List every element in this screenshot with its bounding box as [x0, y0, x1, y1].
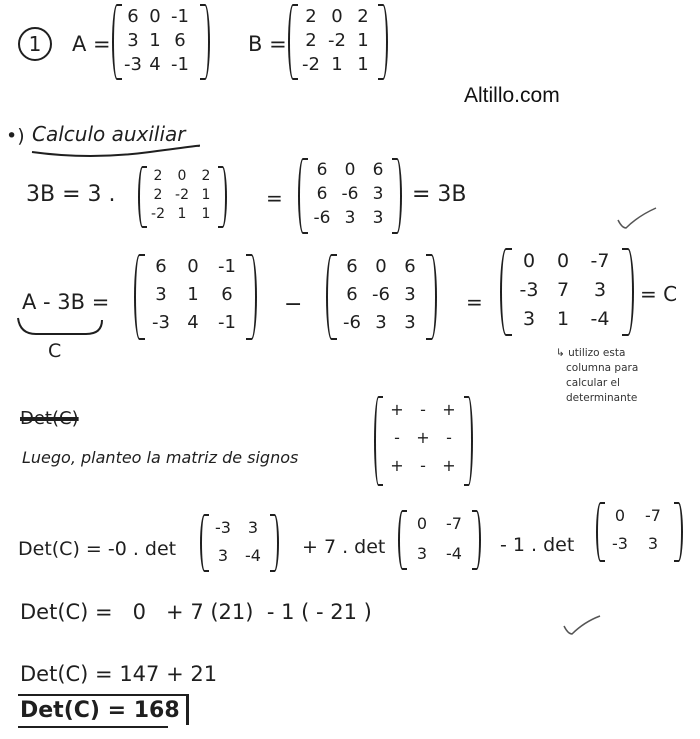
- matrix-cell: 6: [155, 256, 167, 277]
- matrix-cell: 6: [316, 184, 328, 204]
- section-underline: [30, 142, 200, 160]
- matrix-cell: 6: [346, 256, 358, 277]
- step2-brace: [16, 314, 106, 340]
- matrix-row: [298, 30, 376, 51]
- matrix-cell: 3: [404, 312, 416, 333]
- matrix-row: [512, 279, 620, 301]
- paren-right: [426, 254, 437, 340]
- matrix-cell: 4: [149, 54, 161, 75]
- paren-right: [472, 510, 481, 570]
- paren-left: [298, 158, 308, 234]
- step2-lhs: A - 3B =: [22, 290, 110, 314]
- matrix-row: [146, 312, 244, 333]
- matrix-cell: +: [442, 456, 456, 475]
- matrix-cell: 3: [593, 279, 607, 301]
- step2-result: [500, 248, 634, 336]
- matrix-cell: -4: [590, 308, 610, 330]
- matrix-cell: 6: [127, 6, 139, 27]
- matrix-cell: +: [416, 428, 430, 447]
- matrix-row: [406, 544, 470, 563]
- matrix-row: [208, 546, 268, 565]
- matrix-cell: -3: [612, 534, 628, 553]
- matrix-row: [298, 54, 376, 75]
- matrix-cell: 7: [556, 279, 570, 301]
- matrix-row: [146, 206, 218, 222]
- matrix-row: [338, 284, 424, 305]
- matrix-cell: 0: [556, 250, 570, 272]
- minor-matrix-2: [398, 510, 482, 570]
- matrix-cell: 2: [357, 6, 369, 27]
- matrix-cell: -1: [218, 256, 236, 277]
- step1-equals: =: [266, 186, 283, 210]
- note-line: columna para: [566, 362, 639, 374]
- struck-text-content: Det(C): [20, 408, 79, 429]
- matrix-cell: +: [390, 400, 404, 419]
- matrix-cell: 1: [357, 54, 369, 75]
- matrix-cell: +: [442, 400, 456, 419]
- matrix-row: [146, 256, 244, 277]
- matrix-a-label: A =: [72, 32, 111, 56]
- section-bullet: •): [6, 125, 25, 147]
- matrix-row: [122, 30, 194, 51]
- matrix-row: [384, 428, 462, 447]
- step1-matrix-b: [138, 166, 228, 228]
- paren-right: [200, 4, 210, 80]
- matrix-cell: 4: [187, 312, 199, 333]
- matrix-cell: 1: [201, 187, 211, 203]
- paren-left: [112, 4, 122, 80]
- matrix-row: [298, 6, 376, 27]
- matrix-row: [122, 6, 194, 27]
- matrix-cell: 2: [201, 168, 211, 184]
- matrix-cell: 3: [372, 208, 384, 228]
- step2-matrix-3b: [326, 254, 436, 340]
- paren-right: [218, 166, 227, 228]
- matrix-cell: 0: [375, 256, 387, 277]
- matrix-cell: -3: [215, 518, 231, 537]
- matrix-row: [512, 250, 620, 272]
- section-title: Calculo auxiliar: [32, 122, 186, 146]
- matrix-row: [406, 514, 470, 533]
- matrix-row: [308, 184, 392, 204]
- matrix-cell: -6: [343, 312, 361, 333]
- matrix-cell: -1: [171, 6, 189, 27]
- matrix-b: [288, 4, 388, 80]
- matrix-cell: 6: [221, 284, 233, 305]
- struck-text: [20, 408, 79, 429]
- watermark: Altillo.com: [464, 84, 560, 107]
- matrix-cell: 6: [316, 160, 328, 180]
- step2-minus: −: [284, 292, 303, 317]
- matrix-row: [604, 534, 670, 553]
- problem-number-text: 1: [28, 32, 42, 56]
- paren-left: [500, 248, 512, 336]
- det-final-text: Det(C) = 168: [20, 698, 180, 723]
- paren-right: [246, 254, 257, 340]
- note-line: ↳ utilizo esta: [556, 347, 626, 359]
- matrix-cell: 1: [187, 284, 199, 305]
- final-underline: [18, 726, 168, 728]
- matrix-cell: 2: [153, 187, 163, 203]
- signs-matrix: [374, 396, 474, 486]
- checkmark-icon: [614, 206, 658, 232]
- matrix-cell: 1: [357, 30, 369, 51]
- matrix-cell: 3: [372, 184, 384, 204]
- paren-right: [674, 502, 683, 562]
- paren-right: [392, 158, 402, 234]
- matrix-row: [604, 506, 670, 525]
- matrix-cell: -4: [245, 546, 261, 565]
- matrix-row: [146, 284, 244, 305]
- matrix-row: [308, 160, 392, 180]
- matrix-b-label: B =: [248, 32, 287, 56]
- matrix-cell: 6: [372, 160, 384, 180]
- matrix-cell: 1: [177, 206, 187, 222]
- matrix-cell: 1: [201, 206, 211, 222]
- note-line: calcular el: [566, 377, 620, 389]
- matrix-cell: -3: [152, 312, 170, 333]
- matrix-cell: 6: [404, 256, 416, 277]
- matrix-cell: -1: [171, 54, 189, 75]
- matrix-row: [146, 187, 218, 203]
- step1-rhs: = 3B: [412, 182, 467, 207]
- matrix-cell: 0: [416, 514, 428, 533]
- matrix-row: [384, 456, 462, 475]
- det-step2: Det(C) = 0 + 7 (21) - 1 ( - 21 ): [20, 600, 372, 624]
- matrix-row: [338, 312, 424, 333]
- matrix-cell: -3: [519, 279, 539, 301]
- step1-result: [298, 158, 402, 234]
- matrix-row: [308, 208, 392, 228]
- matrix-cell: 3: [127, 30, 139, 51]
- matrix-cell: 3: [647, 534, 659, 553]
- step2-matrix-a: [134, 254, 258, 340]
- paren-right: [378, 4, 388, 80]
- matrix-row: [384, 400, 462, 419]
- matrix-cell: -7: [590, 250, 610, 272]
- det-step3: Det(C) = 147 + 21: [20, 662, 218, 686]
- matrix-cell: -1: [218, 312, 236, 333]
- matrix-cell: -2: [151, 206, 165, 222]
- matrix-cell: 2: [305, 30, 317, 51]
- paren-left: [134, 254, 145, 340]
- matrix-cell: 1: [556, 308, 570, 330]
- matrix-cell: 3: [247, 518, 259, 537]
- matrix-cell: -: [394, 428, 400, 447]
- matrix-cell: -6: [372, 284, 390, 305]
- matrix-cell: +: [390, 456, 404, 475]
- matrix-cell: 3: [344, 208, 356, 228]
- determinant-note: [556, 346, 638, 406]
- checkmark-icon: [560, 614, 604, 638]
- matrix-cell: -2: [175, 187, 189, 203]
- matrix-cell: 6: [346, 284, 358, 305]
- det-expansion-lhs: Det(C) = -0 . det: [18, 538, 177, 560]
- signs-description: Luego, planteo la matriz de signos: [22, 448, 299, 467]
- matrix-cell: -7: [446, 514, 462, 533]
- minor-matrix-1: [200, 514, 280, 572]
- matrix-cell: 3: [404, 284, 416, 305]
- matrix-row: [338, 256, 424, 277]
- matrix-cell: -: [420, 400, 426, 419]
- matrix-a: [112, 4, 212, 80]
- paren-left: [326, 254, 337, 340]
- paren-left: [374, 396, 383, 486]
- det-expansion-term2: + 7 . det: [302, 536, 386, 558]
- matrix-cell: 1: [149, 30, 161, 51]
- note-line: determinante: [566, 392, 638, 404]
- paren-left: [288, 4, 298, 80]
- matrix-cell: -7: [645, 506, 661, 525]
- paren-right: [270, 514, 279, 572]
- minor-matrix-3: [596, 502, 684, 562]
- matrix-row: [512, 308, 620, 330]
- matrix-cell: 3: [217, 546, 229, 565]
- matrix-cell: -6: [341, 184, 359, 204]
- matrix-cell: 0: [149, 6, 161, 27]
- det-final-result: [18, 694, 189, 725]
- matrix-cell: 0: [344, 160, 356, 180]
- step2-brace-label: C: [48, 340, 62, 362]
- paren-right: [622, 248, 634, 336]
- det-expansion-term3: - 1 . det: [500, 534, 575, 556]
- matrix-row: [208, 518, 268, 537]
- matrix-cell: -: [420, 456, 426, 475]
- matrix-cell: 3: [155, 284, 167, 305]
- step2-tail: = C: [640, 282, 678, 306]
- matrix-cell: -2: [302, 54, 320, 75]
- matrix-cell: 3: [416, 544, 428, 563]
- matrix-cell: 0: [177, 168, 187, 184]
- paren-right: [464, 396, 473, 486]
- matrix-cell: 0: [614, 506, 626, 525]
- matrix-cell: 3: [375, 312, 387, 333]
- matrix-cell: 6: [174, 30, 186, 51]
- problem-number: [18, 27, 52, 61]
- matrix-cell: 3: [522, 308, 536, 330]
- step2-equals: =: [466, 290, 483, 314]
- step1-lhs: 3B = 3 .: [26, 182, 116, 207]
- matrix-cell: -6: [313, 208, 331, 228]
- matrix-row: [146, 168, 218, 184]
- matrix-cell: 0: [187, 256, 199, 277]
- matrix-cell: 2: [153, 168, 163, 184]
- matrix-cell: 0: [522, 250, 536, 272]
- matrix-row: [122, 54, 194, 75]
- matrix-cell: 1: [331, 54, 343, 75]
- matrix-cell: -2: [328, 30, 346, 51]
- matrix-cell: 2: [305, 6, 317, 27]
- matrix-cell: -: [446, 428, 452, 447]
- matrix-cell: 0: [331, 6, 343, 27]
- matrix-cell: -4: [446, 544, 462, 563]
- matrix-cell: -3: [124, 54, 142, 75]
